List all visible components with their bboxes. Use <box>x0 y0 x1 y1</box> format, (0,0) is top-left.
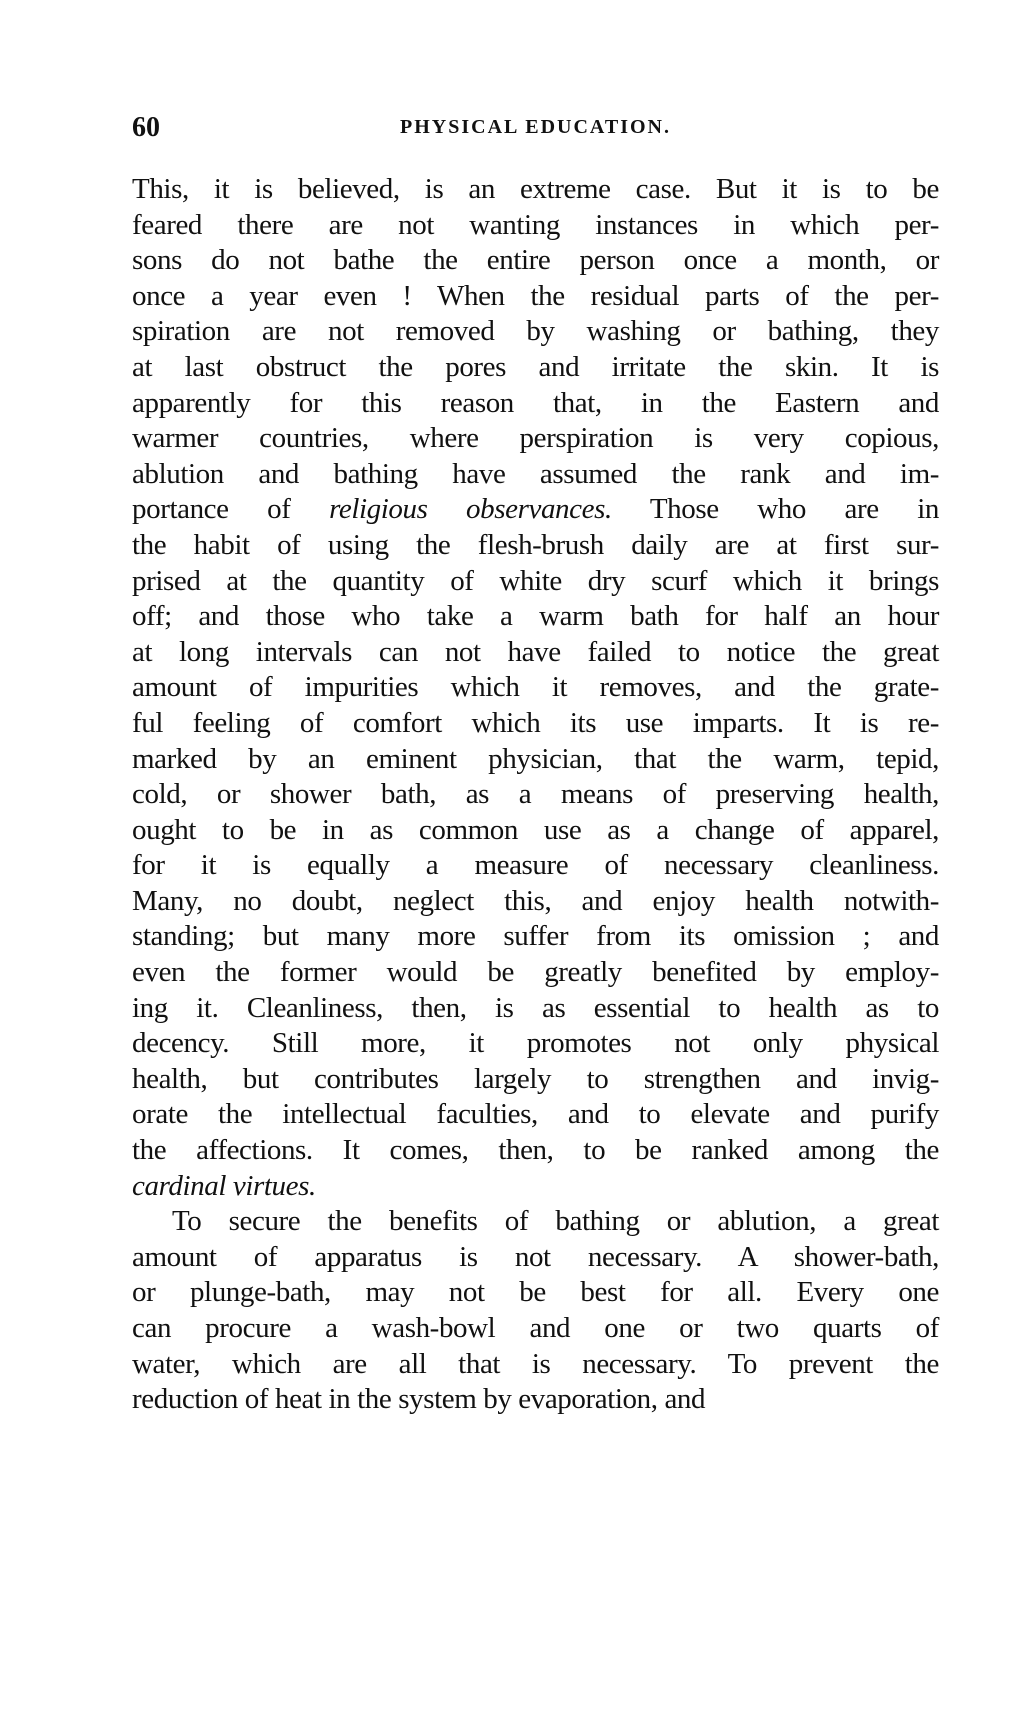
text-line <box>132 1311 939 1347</box>
text-segment: prised at the quantity of white dry scurf which it brings <box>132 564 939 597</box>
text-segment: at last obstruct the pores and irritate the skin. It is <box>132 350 939 383</box>
text-line <box>132 1097 939 1133</box>
text-line <box>132 350 939 386</box>
running-title: PHYSICAL EDUCATION. <box>400 116 671 138</box>
text-segment: can procure a wash-bowl and one or two quarts of <box>132 1312 939 1344</box>
text-line <box>132 599 939 635</box>
text-line <box>132 884 939 920</box>
text-segment: To secure the benefits of bathing or ablution, a great <box>172 1205 939 1238</box>
text-segment: health, but contributes largely to strengthen and invig- <box>132 1062 939 1095</box>
text-segment: orate the intellectual faculties, and to elevate and purify <box>132 1098 939 1131</box>
page-header <box>132 112 939 148</box>
text-segment: the habit of using the flesh-brush daily are at first sur- <box>132 528 939 561</box>
text-line <box>132 1169 939 1205</box>
text-line <box>132 1026 939 1062</box>
text-segment: warmer countries, where perspiration is very copious, <box>132 422 939 455</box>
text-line <box>132 1133 939 1169</box>
text-line <box>132 991 939 1027</box>
italic-text: cardinal virtues. <box>132 1169 316 1202</box>
text-segment: even the former would be greatly benefited by employ- <box>132 956 939 989</box>
text-segment: the affections. It comes, then, to be ranked among the <box>132 1134 939 1167</box>
text-segment: apparently for this reason that, in the Eastern and <box>132 386 939 419</box>
text-line <box>132 670 939 706</box>
text-line <box>132 777 939 813</box>
text-line <box>132 421 939 457</box>
text-segment: amount of apparatus is not necessary. A shower-bath, <box>132 1240 939 1273</box>
text-segment: cold, or shower bath, as a means of preserving health, <box>132 778 939 811</box>
text-segment: feared there are not wanting instances in which per- <box>132 208 939 241</box>
text-line <box>132 1382 939 1418</box>
text-line <box>132 813 939 849</box>
italic-text: religious observances. <box>329 493 612 526</box>
text-line <box>132 1204 939 1240</box>
text-segment: ing it. Cleanliness, then, is as essential to health as to <box>132 991 939 1024</box>
text-line <box>132 528 939 564</box>
text-line <box>132 1347 939 1383</box>
text-segment: Those who are in <box>611 493 939 526</box>
text-line <box>132 1275 939 1311</box>
text-line <box>132 314 939 350</box>
body-text <box>132 172 939 1418</box>
text-segment: ablution and bathing have assumed the rank and im- <box>132 457 939 490</box>
text-line <box>132 955 939 991</box>
text-line <box>132 564 939 600</box>
text-segment: or plunge-bath, may not be best for all. Every one <box>132 1276 939 1309</box>
text-line <box>132 172 939 208</box>
text-segment: sons do not bathe the entire person once a month, or <box>132 244 939 277</box>
text-line <box>132 492 939 528</box>
text-line <box>132 848 939 884</box>
text-line <box>132 919 939 955</box>
text-line <box>132 279 939 315</box>
text-line <box>132 1240 939 1276</box>
text-segment: ought to be in as common use as a change of apparel, <box>132 813 939 846</box>
text-line <box>132 457 939 493</box>
text-line <box>132 1062 939 1098</box>
text-segment: ful feeling of comfort which its use imparts. It is re- <box>132 706 939 739</box>
text-segment: once a year even ! When the residual parts of the per- <box>132 279 939 312</box>
text-segment: off; and those who take a warm bath for half an hour <box>132 600 939 633</box>
page-number: 60 <box>132 112 160 143</box>
text-segment: Many, no doubt, neglect this, and enjoy health notwith- <box>132 884 939 917</box>
text-line <box>132 243 939 279</box>
text-segment: amount of impurities which it removes, and the grate- <box>132 671 939 704</box>
text-line <box>132 386 939 422</box>
text-line <box>132 742 939 778</box>
text-segment: for it is equally a measure of necessary cleanliness. <box>132 849 939 882</box>
text-segment: standing; but many more suffer from its omission ; and <box>132 920 939 953</box>
text-segment: portance of <box>132 493 330 526</box>
text-line <box>132 208 939 244</box>
text-segment: water, which are all that is necessary. To prevent the <box>132 1347 939 1380</box>
text-segment: reduction of heat in the system by evaporation, and <box>132 1383 706 1416</box>
text-segment: decency. Still more, it promotes not only physical <box>132 1027 939 1060</box>
text-segment: spiration are not removed by washing or bathing, they <box>132 315 939 348</box>
text-line <box>132 635 939 671</box>
text-segment: marked by an eminent physician, that the warm, tepid, <box>132 742 939 775</box>
text-segment: This, it is believed, is an extreme case. But it is to be <box>132 173 939 205</box>
text-segment: at long intervals can not have failed to notice the great <box>132 635 939 668</box>
text-line <box>132 706 939 742</box>
